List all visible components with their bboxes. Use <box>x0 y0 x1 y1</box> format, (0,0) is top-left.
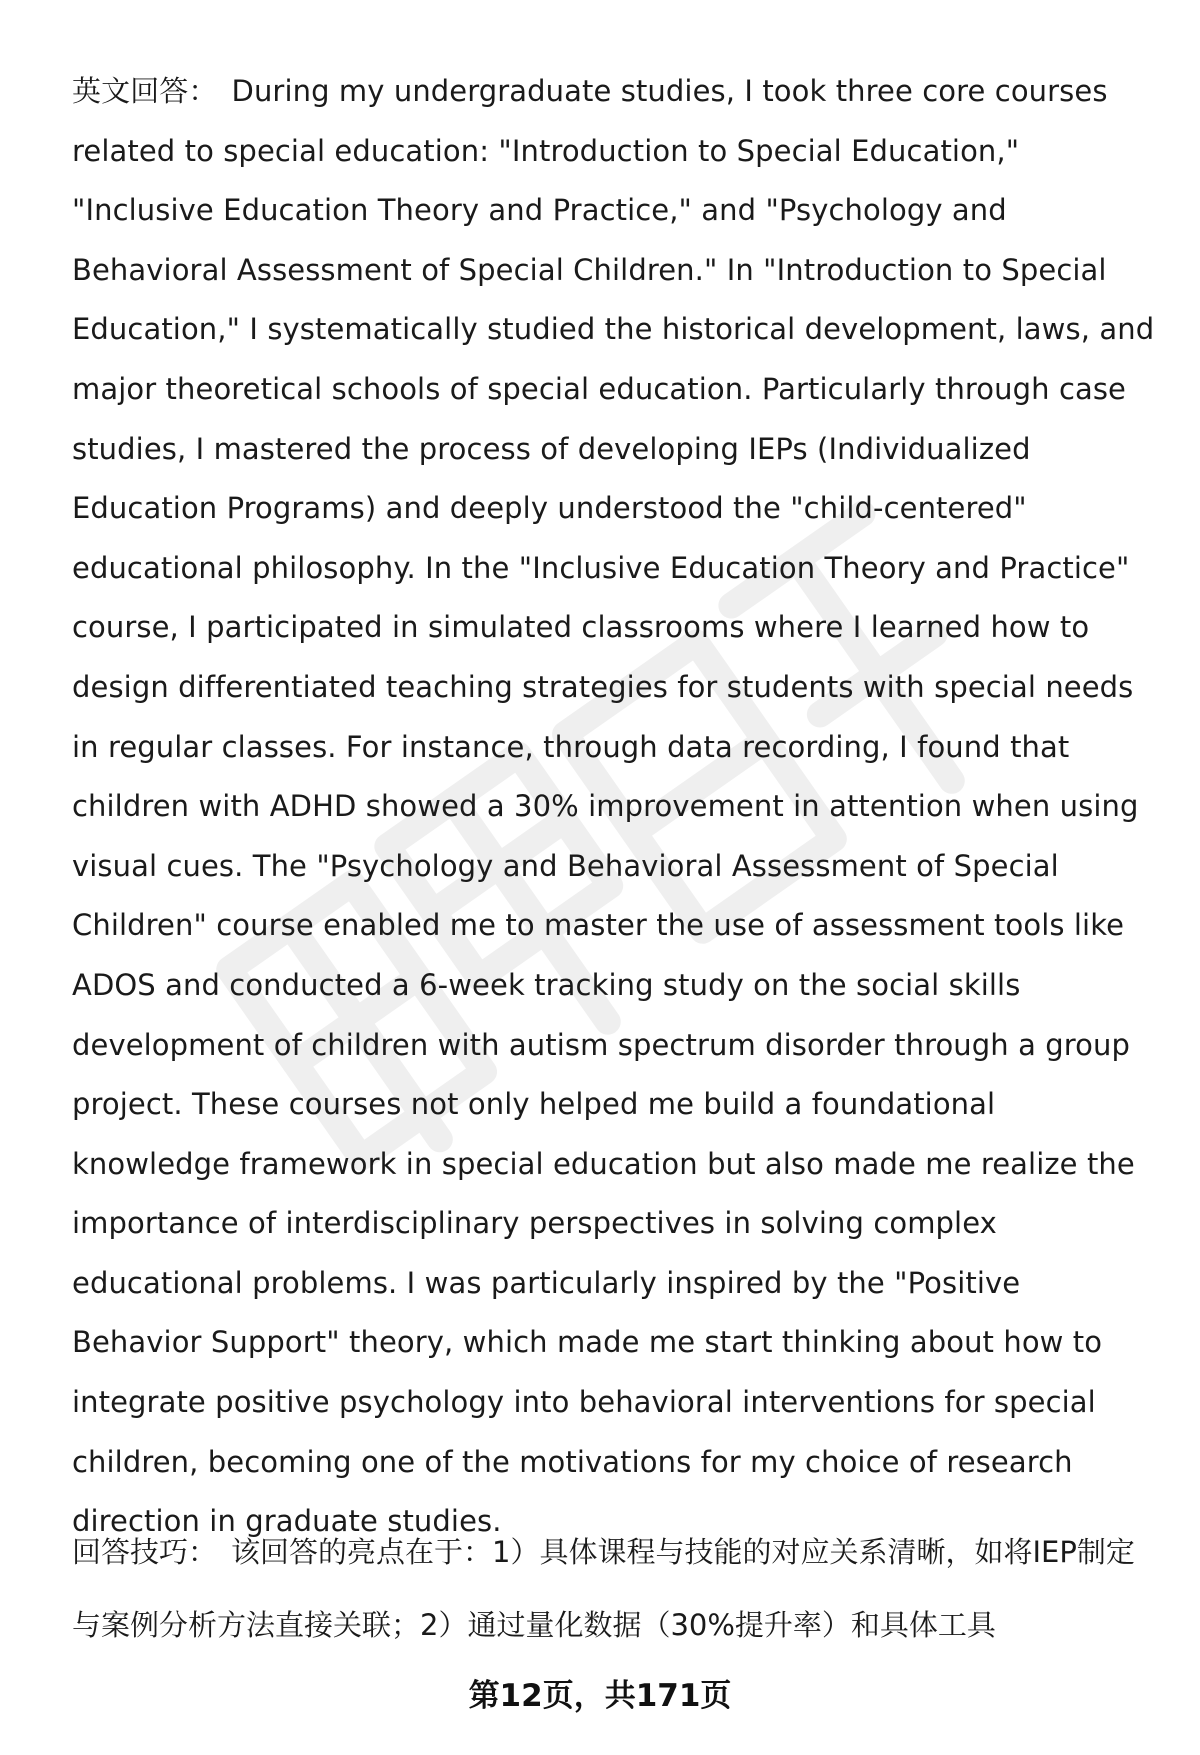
tips-text: 该回答的亮点在于：1）具体课程与技能的对应关系清晰，如将IEP制定与案例分析方法直接关联；2）通过量化数据（30%提升率）和具体工具 <box>72 1535 1135 1642</box>
page-number: 第12页，共171页 <box>468 1678 732 1714</box>
tips-label: 回答技巧： <box>72 1535 218 1569</box>
answer-label: 英文回答： <box>72 74 218 108</box>
answer-text: During my undergraduate studies, I took three core courses related to special education: "Introduction to Special Education," "Inclusive Education Theory and Practice," and "Psychology and Behavioral Assessment of Special Children." In "Introduction to Special Education," I systematically studied the historical development, laws, and major theoretical schools of special education. Particularly through case studies, I mastered the process of developing IEPs (Individualized Education Programs) and deeply understood the "child-centered" educational philosophy. In the "Inclusive Education Theory and Practice" course, I participated in simulated classrooms where I learned how to design differentiated teaching strategies for students with special needs in regular classes. For instance, through data recording, I found that children with ADHD showed a 30% improvement in attention when using visual cues. The "Psychology and Behavioral Assessment of Special Children" course enabled me to master the use of assessment tools like ADOS and conducted a 6-week tracking study on the social skills development of children with autism spectrum disorder through a group project. These courses not only helped me build a foundational knowledge framework in special education but also made me realize the importance of interdisciplinary perspectives in solving complex educational problems. I was particularly inspired by the "Positive Behavior Support" theory, which made me start thinking about how to integrate positive psychology into behavioral interventions for special children, becoming one of the motivations for my choice of research direction in graduate studies. <box>72 74 1155 1539</box>
answer-tips-paragraph <box>72 1516 1157 1662</box>
english-answer-paragraph <box>72 62 1157 1552</box>
